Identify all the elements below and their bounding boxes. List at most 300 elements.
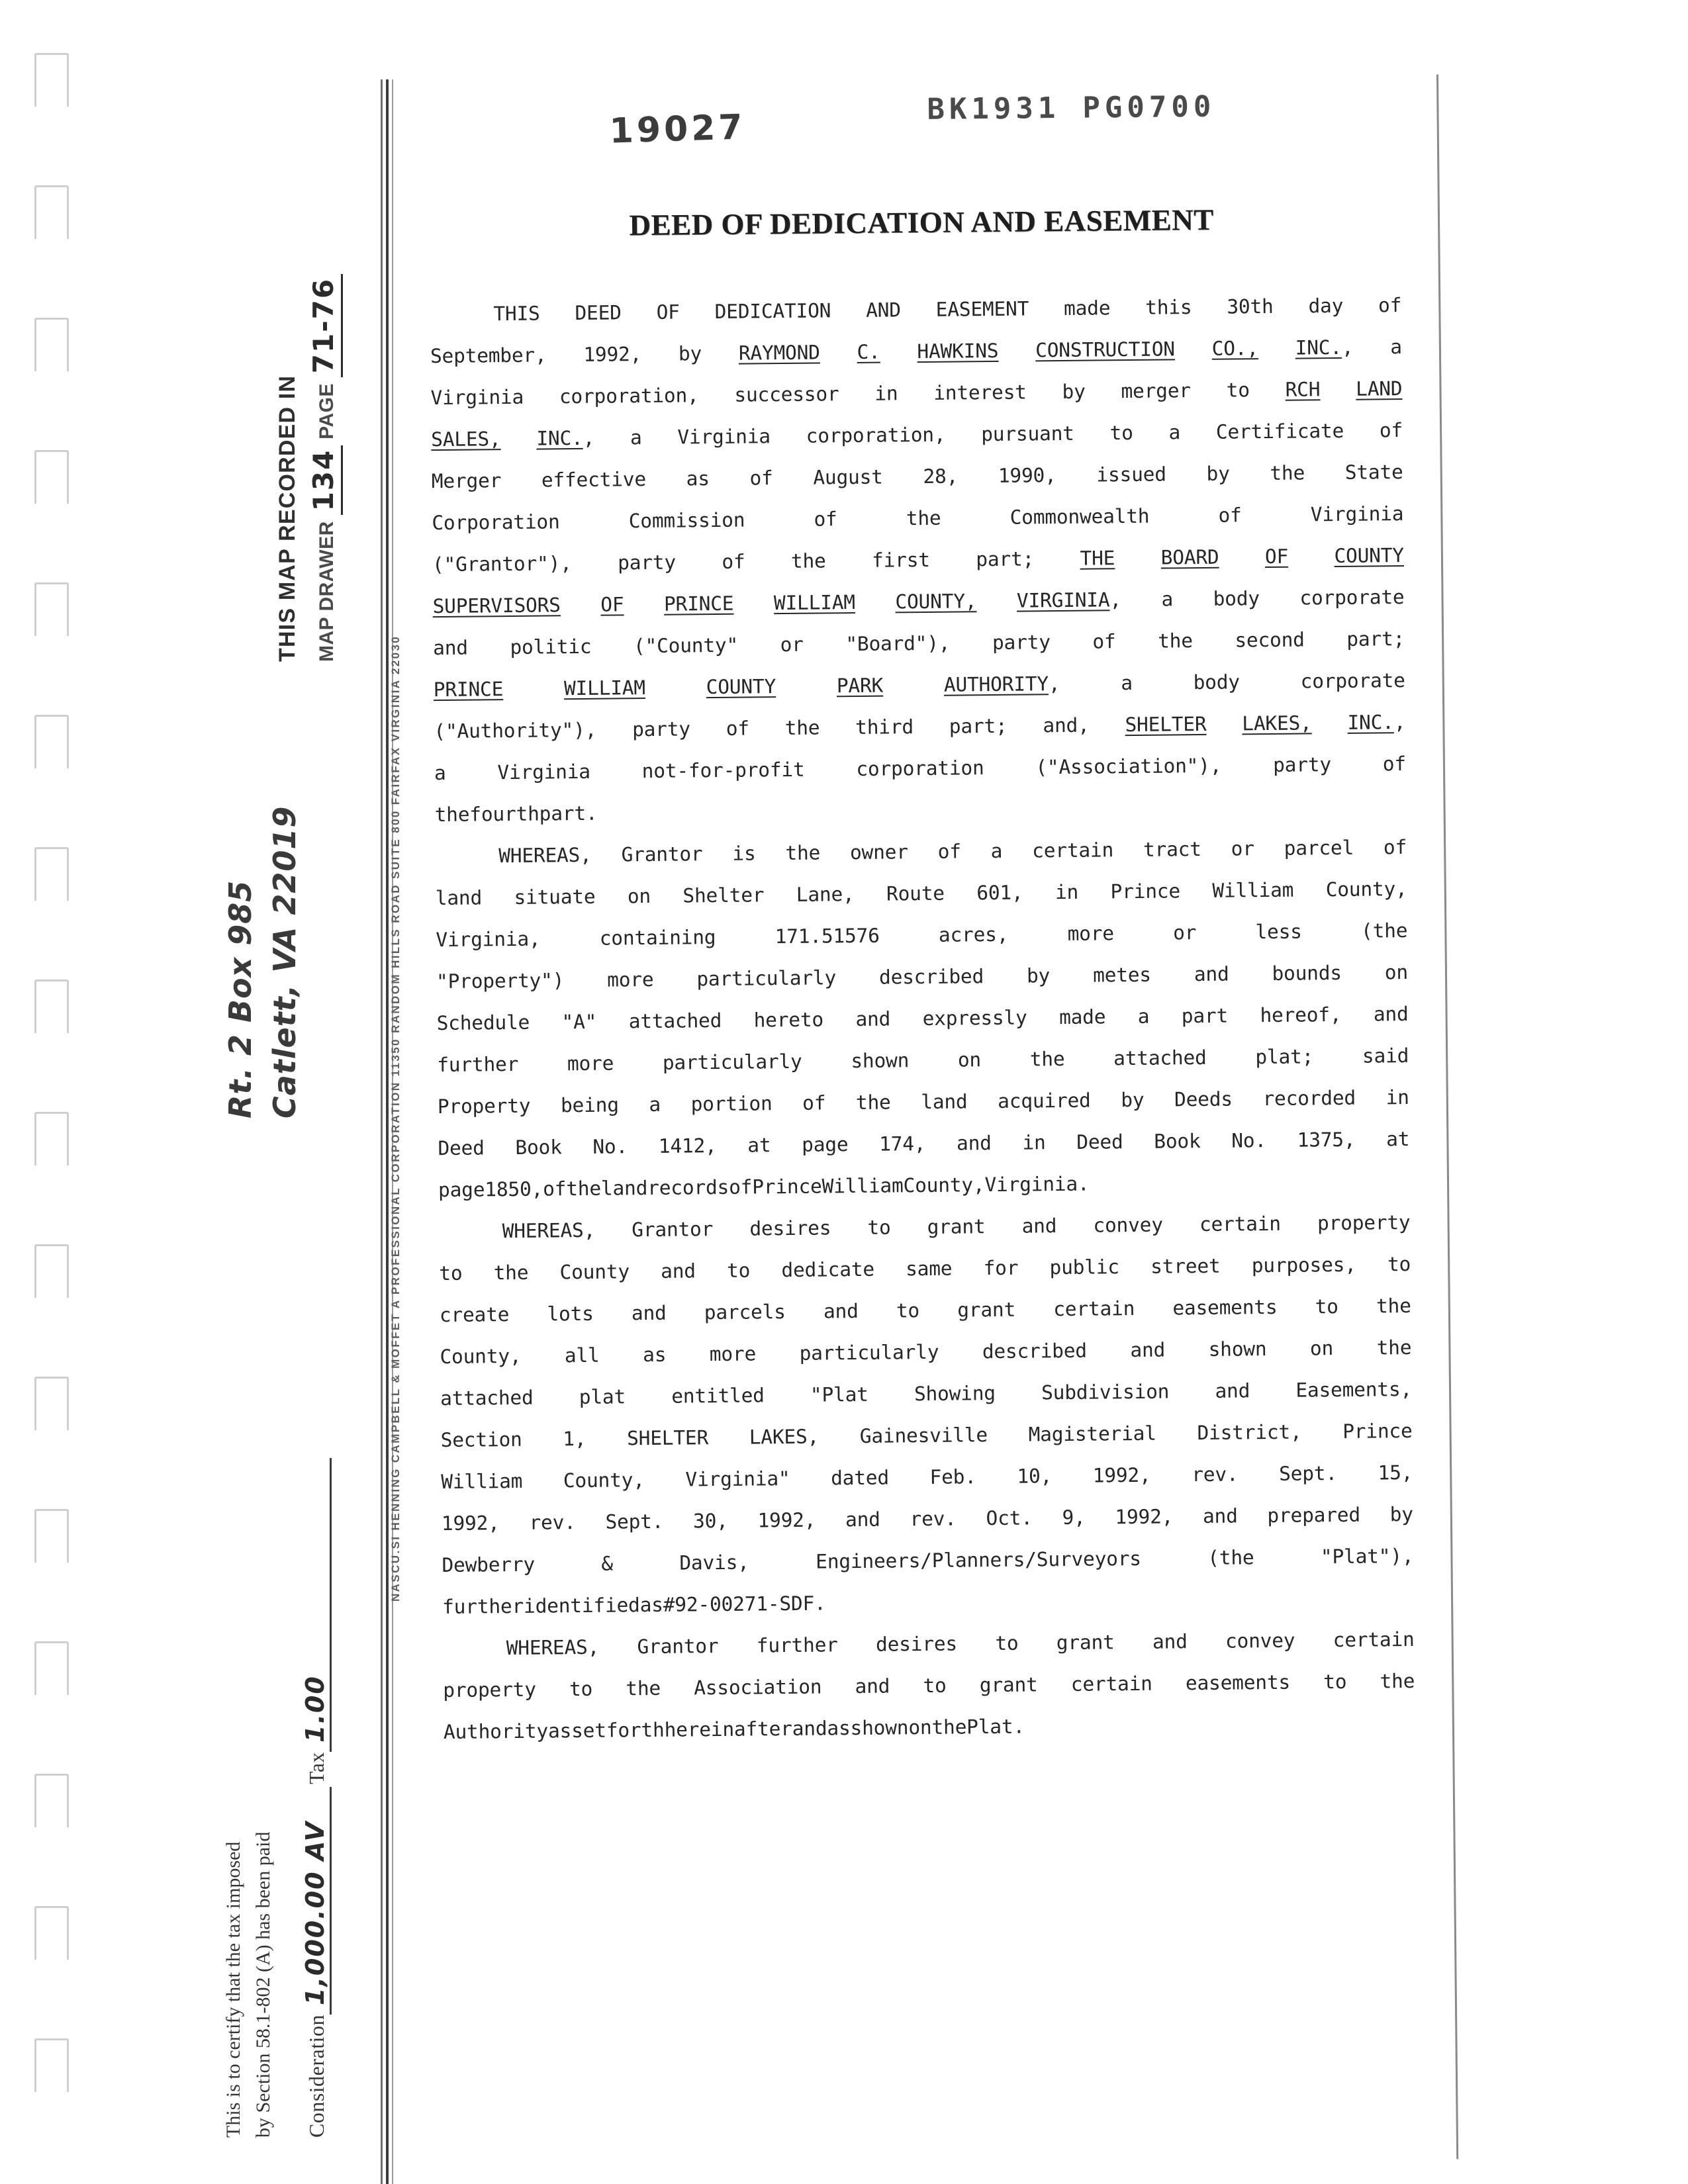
text-line — [432, 565, 1405, 616]
underlined-text: INC. — [1295, 336, 1342, 359]
text-run: in — [1022, 1130, 1046, 1154]
text-run: Dewberry — [442, 1553, 536, 1576]
return-address-line2: Catlett, VA 22019 — [266, 805, 303, 1118]
text-run: and — [1021, 1214, 1057, 1238]
text-run: , — [1048, 672, 1060, 695]
text-run: at — [747, 1133, 771, 1157]
text-run: EASEMENT — [935, 296, 1029, 321]
text-run: Virginia — [677, 424, 771, 449]
underlined-text: WILLIAM — [773, 590, 856, 614]
text-run: , — [1109, 588, 1122, 611]
text-run: desires — [749, 1216, 831, 1240]
recording-stamp-row — [404, 75, 1437, 171]
text-run: and — [1194, 962, 1229, 985]
text-run: is — [732, 841, 756, 865]
text-run: public — [1049, 1255, 1120, 1279]
text-run: and — [1202, 1504, 1238, 1527]
text-run: as — [642, 1343, 667, 1366]
book-page-stamp — [927, 90, 1215, 126]
text-run: by — [1206, 462, 1230, 485]
text-run: certain — [1031, 838, 1114, 862]
text-run: of — [542, 1177, 567, 1201]
text-run: Grantor — [637, 1634, 719, 1658]
text-run: shown — [851, 1048, 910, 1072]
book-label: BK — [927, 92, 972, 126]
text-run: (the — [1207, 1545, 1254, 1569]
text-run: street — [1150, 1254, 1221, 1278]
underlined-text: COUNTY — [1334, 543, 1405, 567]
underlined-text: SHELTER — [1125, 712, 1207, 736]
text-run: 1992, — [757, 1508, 816, 1531]
underlined-text: THE — [1080, 546, 1115, 570]
text-run: 10, — [1017, 1464, 1053, 1488]
text-run: Book — [515, 1135, 562, 1159]
text-run: party — [617, 551, 677, 574]
text-run: page — [801, 1132, 849, 1156]
text-run: of — [749, 466, 773, 490]
text-run: corporation — [856, 756, 984, 780]
text-run: identified — [523, 1593, 640, 1617]
text-run: 601, — [976, 881, 1023, 904]
text-run: to — [439, 1261, 463, 1285]
text-run: recorded — [1262, 1086, 1356, 1110]
text-run: Deed — [438, 1136, 485, 1160]
map-page-value: 71-76 — [307, 274, 343, 377]
tax-value: 1.00 — [301, 1458, 332, 1752]
underlined-text: HAWKINS — [917, 339, 999, 363]
text-run: William — [1212, 878, 1294, 902]
underlined-text: RCH — [1285, 377, 1321, 401]
text-run: of — [814, 507, 837, 531]
underlined-text: WILLIAM — [563, 676, 646, 700]
text-run: 9, — [1062, 1506, 1086, 1529]
text-run: DEDICATION — [714, 298, 831, 323]
text-run: easements — [1172, 1295, 1278, 1319]
text-run: Grantor — [632, 1217, 714, 1241]
text-run: a — [434, 761, 446, 784]
underlined-text: INC. — [536, 426, 583, 450]
text-run: the — [434, 803, 470, 826]
text-run: Commonwealth — [1009, 504, 1150, 529]
text-run: particularly — [799, 1340, 939, 1365]
text-run: this — [1145, 295, 1192, 319]
text-run: State — [1344, 460, 1403, 484]
text-run: the — [784, 716, 820, 739]
text-run: purposes, — [1251, 1253, 1356, 1277]
underlined-text: CONSTRUCTION — [1035, 337, 1176, 361]
underlined-text: INC. — [1347, 710, 1394, 734]
text-run: certain — [1199, 1212, 1282, 1236]
text-run: party — [992, 630, 1051, 654]
text-run: (the — [1360, 919, 1408, 942]
text-run: situate — [514, 885, 596, 909]
underlined-text: CO., — [1211, 336, 1259, 360]
text-run: a — [1161, 587, 1174, 611]
binder-punch-marks — [34, 53, 81, 2131]
text-run: corporation, — [806, 423, 946, 447]
text-run: 1375, — [1297, 1128, 1356, 1152]
text-run: parcel — [1284, 836, 1354, 860]
text-run: convey — [1093, 1213, 1163, 1237]
text-run: and — [823, 1299, 859, 1323]
map-page-label: PAGE — [316, 383, 338, 439]
text-run: rev. — [910, 1507, 957, 1530]
text-run: to — [726, 1259, 751, 1282]
text-run: part — [1181, 1004, 1229, 1027]
text-run: "Property") — [436, 968, 565, 993]
text-run: particularly — [662, 1050, 802, 1074]
text-run: and — [855, 1007, 891, 1030]
text-run: of — [728, 1175, 753, 1199]
paragraph-whereas-1 — [435, 815, 1410, 1200]
text-run: or — [780, 633, 804, 656]
text-run: & — [601, 1552, 614, 1575]
text-run: containing — [599, 925, 716, 950]
tax-cert-line2: by Section 58.1-802 (A) has been paid — [252, 1831, 274, 2138]
text-run: Oct. — [986, 1506, 1033, 1529]
text-run: page — [438, 1177, 485, 1201]
text-run: grant — [957, 1298, 1016, 1322]
text-run: attached — [1113, 1046, 1207, 1069]
text-run: party — [1272, 752, 1332, 776]
text-run: to — [569, 1677, 593, 1700]
text-run: hereto — [753, 1007, 824, 1031]
text-run: Engineers/Planners/Surveyors — [816, 1547, 1142, 1573]
binding-edge-line — [381, 79, 383, 2184]
text-run: and — [1215, 1379, 1250, 1402]
text-run: grant — [979, 1672, 1038, 1696]
text-run: body — [1213, 586, 1260, 610]
text-run: dated — [830, 1466, 890, 1489]
map-recorded-line1: THIS MAP RECORDED IN — [275, 375, 300, 662]
text-run: 1992, — [583, 342, 642, 366]
underlined-text: PRINCE — [663, 592, 734, 615]
text-run: Sept. — [1278, 1461, 1338, 1485]
text-run: 28, — [923, 464, 959, 488]
text-run: ("Authority"), — [434, 718, 597, 743]
text-run: to — [1109, 421, 1133, 444]
text-line — [436, 982, 1409, 1033]
text-run: more — [567, 1052, 614, 1075]
text-run: "A" — [561, 1010, 597, 1033]
page-title: DEED OF DEDICATION AND EASEMENT — [629, 203, 1214, 242]
text-run: part. — [539, 801, 598, 825]
text-run: the — [790, 549, 826, 572]
text-run: more — [1067, 921, 1115, 945]
text-run: and — [845, 1508, 880, 1531]
text-run: Schedule — [436, 1011, 530, 1034]
text-run: portion — [690, 1091, 773, 1115]
text-run: , — [583, 426, 595, 449]
text-run: shown — [850, 1715, 909, 1739]
text-run: owner — [849, 840, 908, 864]
text-run: corporation, — [559, 383, 699, 408]
text-run: prepared — [1267, 1503, 1361, 1527]
text-run: "Board"), — [845, 631, 951, 655]
text-run: Virginia. — [984, 1172, 1090, 1196]
text-run: acquired — [998, 1089, 1091, 1113]
text-run: 1990, — [998, 463, 1056, 487]
text-run: WHEREAS, — [506, 1635, 600, 1659]
text-run: Book — [1154, 1129, 1201, 1153]
text-run: corporate — [1300, 668, 1405, 693]
text-run: grant — [1056, 1630, 1115, 1654]
text-run: land — [921, 1089, 968, 1113]
text-line — [433, 607, 1405, 658]
text-run: of — [937, 839, 961, 863]
text-run: Virginia" — [685, 1467, 790, 1491]
text-run: merger — [1121, 379, 1192, 402]
text-run: Deed — [1076, 1130, 1123, 1154]
text-run: THIS — [493, 302, 540, 325]
text-run: further — [437, 1052, 519, 1076]
text-run: hereof, — [1260, 1003, 1342, 1026]
page-number: 0700 — [1127, 89, 1216, 125]
text-run: Magisterial — [1028, 1422, 1156, 1446]
instrument-number-handwritten: 19027 — [608, 107, 747, 152]
text-run: and — [792, 1716, 827, 1740]
text-run: WHEREAS, — [502, 1218, 596, 1242]
text-run: of — [722, 550, 745, 573]
text-run: second — [1235, 627, 1305, 651]
text-run: by — [1121, 1088, 1145, 1111]
text-run: rev. — [529, 1510, 576, 1534]
text-run: Virginia — [1310, 502, 1404, 525]
underlined-text: VIRGINIA — [1016, 588, 1110, 612]
text-run: parcels — [704, 1300, 786, 1324]
consideration-value: 1,000.00 AV — [301, 1787, 332, 2015]
text-run: bounds — [1272, 961, 1342, 985]
text-run: in — [1055, 880, 1079, 903]
text-run: Virginia — [430, 385, 524, 409]
text-run: acres, — [938, 923, 1009, 946]
text-run: interest — [933, 380, 1027, 404]
text-run: dedicate — [781, 1257, 875, 1281]
text-run: County — [559, 1259, 630, 1283]
text-run: day — [1308, 294, 1344, 317]
text-run: "Plat"), — [1320, 1544, 1414, 1568]
text-run: land — [600, 1176, 648, 1200]
map-drawer-value: 134 — [307, 445, 343, 516]
text-run: the — [1380, 1669, 1415, 1692]
text-run: Subdivision — [1041, 1379, 1170, 1404]
text-run: and — [956, 1131, 992, 1155]
tax-field — [301, 1458, 332, 1784]
text-run: 1992, — [1115, 1504, 1174, 1528]
text-run: easements — [1185, 1670, 1291, 1694]
page-label: PG — [1082, 91, 1127, 125]
text-run: to — [1315, 1295, 1338, 1318]
text-run: successor — [734, 382, 839, 406]
underlined-text: AUTHORITY — [943, 672, 1049, 696]
text-run: politic — [510, 635, 592, 659]
text-run: by — [1026, 964, 1051, 987]
text-run: as — [547, 1719, 572, 1743]
text-run: for — [983, 1256, 1019, 1279]
text-run: County, — [1325, 877, 1407, 901]
text-run: the — [1376, 1336, 1412, 1359]
text-run: first — [871, 548, 931, 572]
text-run: William — [441, 1469, 523, 1493]
text-run: in — [874, 381, 898, 405]
consideration-label: Consideration — [305, 2014, 328, 2138]
deed-document-body — [404, 74, 1458, 2169]
consideration-field — [301, 1787, 332, 2138]
text-run: Association — [694, 1675, 822, 1699]
text-run: Certificate — [1215, 419, 1344, 443]
text-run: on — [1309, 1336, 1334, 1359]
text-run: effective — [541, 467, 647, 492]
text-run: to — [1226, 378, 1250, 402]
text-run: ("County" — [633, 633, 739, 657]
text-run: SHELTER — [626, 1426, 709, 1449]
text-run: on — [627, 884, 651, 907]
text-run: on — [957, 1048, 982, 1071]
text-run: the — [1376, 1294, 1411, 1317]
map-recorded-stamp — [275, 274, 340, 662]
text-run: to — [867, 1216, 891, 1239]
text-run: Showing — [914, 1381, 996, 1405]
text-run: convey — [1225, 1629, 1295, 1653]
text-run: , — [1393, 710, 1406, 733]
text-run: 171.51576 — [774, 924, 880, 948]
text-run: of — [726, 717, 750, 740]
text-run: or — [1231, 837, 1254, 860]
text-run: forth — [606, 1718, 665, 1742]
text-run: land — [435, 886, 483, 909]
text-run: WHEREAS, — [498, 843, 592, 867]
text-run: issued — [1096, 462, 1166, 486]
paragraph-preamble — [430, 273, 1407, 825]
text-run: particularly — [696, 966, 837, 990]
text-run: Plat. — [966, 1715, 1025, 1738]
text-run: being — [560, 1093, 619, 1116]
text-run: Feb. — [929, 1465, 976, 1488]
text-run: "Plat — [810, 1383, 868, 1406]
text-run: LAKES, — [749, 1425, 820, 1449]
text-run: Easements, — [1295, 1377, 1413, 1402]
underlined-text: SUPERVISORS — [432, 593, 561, 617]
text-run: Lane, — [796, 882, 855, 906]
paragraph-whereas-2 — [438, 1191, 1414, 1617]
text-run: to — [1323, 1670, 1347, 1693]
text-run: attached — [440, 1386, 534, 1410]
text-run: of — [1092, 629, 1116, 653]
text-run: Virginia, — [436, 927, 541, 951]
text-run: metes — [1092, 963, 1152, 987]
text-run: August — [813, 465, 883, 489]
text-run: certain — [1333, 1627, 1415, 1651]
text-run: Merger — [431, 469, 502, 492]
text-run: more — [606, 968, 654, 991]
text-run: by — [1389, 1502, 1413, 1525]
text-run: DEED — [575, 300, 622, 324]
text-run: ("Grantor"), — [432, 551, 572, 576]
return-address-line1: Rt. 2 Box 985 — [222, 880, 258, 1118]
text-run: attached — [628, 1009, 722, 1032]
text-run: more — [709, 1342, 757, 1365]
text-run: of — [1218, 503, 1242, 527]
text-run: County, — [440, 1344, 522, 1368]
text-run: Grantor — [621, 842, 703, 866]
text-run: same — [905, 1257, 953, 1280]
text-run: 30, — [692, 1509, 728, 1532]
text-run: records — [647, 1175, 729, 1199]
text-run: 1850, — [485, 1177, 543, 1201]
text-run: Section — [440, 1428, 522, 1451]
text-run: the — [1029, 1047, 1065, 1070]
map-recorded-line2 — [307, 274, 340, 662]
text-run: District, — [1197, 1420, 1302, 1444]
text-run: Davis, — [679, 1551, 749, 1574]
text-run: 1, — [563, 1427, 586, 1450]
text-run: 30th — [1227, 295, 1274, 318]
text-run: body — [1193, 670, 1241, 694]
book-number: 1931 — [971, 91, 1060, 126]
text-run: September, — [430, 343, 547, 367]
underlined-text: COUNTY, — [895, 589, 977, 613]
underlined-text: SALES, — [431, 427, 501, 451]
text-run: certain — [1070, 1672, 1152, 1696]
text-run: expressly — [922, 1006, 1027, 1030]
text-run: #92-00271-SDF. — [663, 1591, 826, 1616]
text-run: 1992, — [441, 1511, 500, 1535]
text-run: to — [923, 1674, 947, 1697]
underlined-text: PRINCE — [433, 677, 504, 701]
text-run: a — [990, 839, 1003, 862]
text-run: to — [995, 1631, 1019, 1655]
text-run: and — [1152, 1629, 1188, 1653]
text-run: the — [1270, 461, 1305, 484]
text-run: a — [1121, 671, 1133, 694]
deed-text-body — [406, 273, 1452, 1743]
text-run: made — [1063, 296, 1111, 320]
text-run: shown — [1208, 1337, 1267, 1361]
text-run: made — [1058, 1005, 1106, 1028]
text-run: part; — [1346, 627, 1405, 651]
text-run: corporate — [1299, 585, 1405, 610]
text-run: a — [649, 1093, 661, 1116]
underlined-text: OF — [600, 592, 624, 616]
text-run: and — [660, 1259, 696, 1283]
text-run: further — [442, 1594, 524, 1618]
text-run: Virginia — [497, 760, 591, 784]
text-run: at — [1386, 1127, 1410, 1150]
text-run: not-for-profit — [641, 758, 805, 782]
text-run: on — [908, 1715, 932, 1739]
text-run: pursuant — [981, 422, 1074, 445]
text-run: part; — [949, 714, 1008, 738]
text-run: desires — [875, 1632, 958, 1656]
text-run: of — [802, 1091, 826, 1115]
text-run: a — [1168, 420, 1181, 443]
text-run: 1992, — [1092, 1463, 1151, 1487]
text-run: in — [1385, 1085, 1409, 1109]
text-run: Deeds — [1174, 1087, 1233, 1111]
text-run: and, — [1043, 713, 1090, 737]
text-run: AND — [865, 298, 901, 322]
text-run: party — [632, 717, 691, 741]
text-run: Property — [437, 1094, 531, 1118]
text-run: OF — [656, 300, 680, 324]
text-run: a — [1390, 335, 1403, 358]
text-run: set — [571, 1719, 606, 1742]
text-run: the — [626, 1676, 661, 1700]
text-run: or — [1172, 921, 1197, 944]
text-run: the — [855, 1091, 891, 1114]
text-run: the — [1157, 629, 1193, 653]
text-run: of — [1378, 293, 1402, 316]
